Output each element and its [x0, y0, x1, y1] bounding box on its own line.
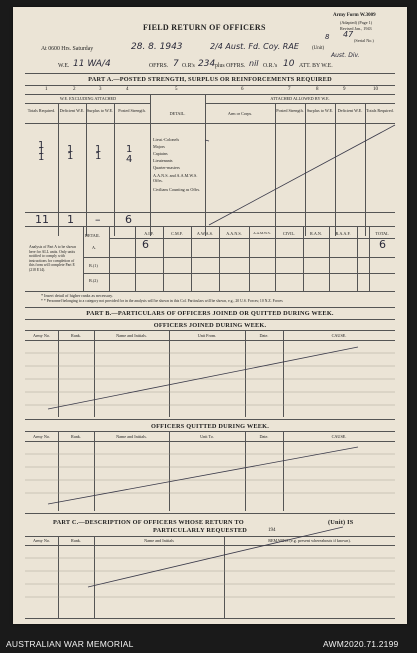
- quitted-col-date: Date.: [259, 434, 269, 439]
- analysis-note: Analysis of Part A to be shown here for ALL units. Only units notified to comply with instructions for completion of this form will complete Part E (218 E14).: [29, 245, 77, 272]
- unit-hw: 2/4 Aust. Fd. Coy. RAE: [210, 42, 299, 51]
- att-label: ATT. BY W.E.: [299, 63, 333, 69]
- header-totals2: Totals Required.: [366, 108, 394, 113]
- analysis-col-aans: A.A.N.S.: [226, 231, 242, 236]
- strike-line-part-a: [209, 125, 395, 225]
- header-detail: DETAIL.: [169, 111, 186, 116]
- part-c-title: PART C.—DESCRIPTION OF OFFICERS WHOSE RETURN TO: [53, 519, 244, 526]
- we-hw: 11 WA/4: [73, 59, 111, 69]
- rank-civilians: Civilians Counting as Offrs.: [153, 187, 201, 192]
- partc-col-remarks: REMARKS (e.g. present whereabouts if known).: [268, 538, 351, 543]
- or-label: O.R's: [182, 63, 195, 69]
- partc-col-rank: Rank.: [71, 538, 81, 543]
- joined-col-rank: Rank.: [71, 333, 81, 338]
- quitted-col-army-no: Army No.: [33, 434, 50, 439]
- hw-analysis-total: 6: [379, 238, 386, 251]
- analysis-col-awas: A.W.A.S.: [196, 231, 214, 236]
- col-num-3: 3: [99, 87, 102, 92]
- strike-line-part-c: [88, 527, 343, 587]
- footnote-2: * * Personnel belonging to a category not provided for in the analysis will be shown in this Col. Particulars will be shown, e.g., 20 U.S. Forces; 10 N.Z. Forces: [41, 299, 283, 303]
- col-num-6: 6: [241, 87, 244, 92]
- army-form-number: Army Form W.3009: [333, 13, 376, 18]
- at-label: At 0600 Hrs. Saturday: [41, 46, 94, 52]
- part-b-title: PART B.—PARTICULARS OF OFFICERS JOINED OR QUITTED DURING WEEK.: [86, 310, 334, 317]
- col-num-1: 1: [45, 87, 48, 92]
- part-c-title-unit: (Unit) IS: [328, 519, 354, 526]
- quitted-col-cause: CAUSE.: [331, 434, 347, 439]
- hw-row-total-posted: 6: [125, 213, 132, 226]
- part-c-year: 194: [268, 528, 276, 533]
- header-surplus2: Surplus to W.E.: [306, 108, 334, 113]
- rank-lt-col: Lieut.-Colonels: [153, 137, 180, 142]
- form-sheet: [13, 7, 407, 624]
- hw-surplus: 1 1: [95, 144, 102, 162]
- analysis-row-b2: B.(2): [89, 278, 98, 283]
- att-hw: 10: [283, 59, 295, 69]
- serial-hw: 47: [343, 30, 354, 39]
- form-title: FIELD RETURN OF OFFICERS: [143, 23, 266, 32]
- joined-col-army-no: Army No.: [33, 333, 50, 338]
- serial-label: (Serial No.): [354, 38, 374, 43]
- rank-captains: Captains: [153, 151, 168, 156]
- rank-lieutenants: Lieutenants: [153, 158, 173, 163]
- col-num-5: 5: [175, 87, 178, 92]
- attached-allowed-header: ATTACHED ALLOWED BY W.E.: [270, 96, 330, 101]
- col-num-8: 8: [316, 87, 319, 92]
- strike-line-joined: [48, 347, 358, 409]
- we-excluding-header: W.E. EXCLUDING ATTACHED: [59, 96, 117, 101]
- unit-prefix-hw: 8: [325, 33, 330, 41]
- analysis-col-total: TOTAL: [375, 231, 389, 236]
- col-num-4: 4: [126, 87, 129, 92]
- analysis-col-ran: R.A.N.: [310, 231, 322, 236]
- partc-col-name: Name and Initials: [144, 538, 174, 543]
- plus-offrs-hw: nil: [249, 59, 259, 68]
- joined-col-date: Date.: [259, 333, 269, 338]
- we-label: W.E.: [58, 63, 70, 69]
- hw-posted: 1 4: [126, 144, 133, 165]
- col-num-2: 2: [73, 87, 76, 92]
- header-deficient: Deficient W.E.: [59, 108, 85, 113]
- part-a-title: PART A.—POSTED STRENGTH, SURPLUS OR REINFORCEMENTS REQUIRED: [88, 76, 332, 83]
- division-hw: Aust. Div.: [331, 52, 360, 59]
- footer-right: AWM2020.71.2199: [323, 639, 399, 649]
- hw-analysis-aif: 6: [142, 238, 149, 251]
- partc-col-army-no: Army No.: [33, 538, 50, 543]
- col-num-9: 9: [343, 87, 346, 92]
- header-deficient2: Deficient W.E.: [337, 108, 363, 113]
- part-c-title2: PARTICULARLY REQUESTED: [153, 527, 248, 534]
- joined-title: OFFICERS JOINED DURING WEEK.: [153, 322, 267, 329]
- hw-row-total-deficient: 1: [67, 213, 74, 226]
- hw-row-total-totals: 11: [35, 213, 49, 226]
- hw-deficient: 1 1: [67, 144, 74, 162]
- analysis-col-civil: CIVIL.: [282, 231, 296, 236]
- joined-col-name: Name and Initials.: [116, 333, 147, 338]
- col-num-7: 7: [288, 87, 291, 92]
- analysis-col-cmf: C.M.F.: [171, 231, 183, 236]
- col-num-10: 10: [373, 87, 378, 92]
- unit-label: (Unit): [312, 46, 325, 51]
- rank-aans: A.A.N.S. and A.A.M.W.S. Offrs.: [153, 173, 198, 184]
- header-posted2: Posted Strength.: [276, 108, 304, 113]
- rule-lines: [13, 7, 407, 624]
- analysis-row-b1: B.(1): [89, 263, 98, 268]
- hw-totals: 1 1 1: [38, 140, 45, 163]
- revised-note: Revised Jan., 1943: [340, 26, 372, 31]
- joined-col-cause: CAUSE.: [331, 333, 347, 338]
- quitted-col-rank: Rank.: [71, 434, 81, 439]
- rank-quartermasters: Quarter-masters: [153, 165, 180, 170]
- analysis-row-a: A.: [92, 245, 97, 250]
- analysis-col-aif: A.I.F.: [144, 231, 154, 236]
- hw-row-total-surplus: –: [95, 213, 101, 226]
- quitted-title: OFFICERS QUITTED DURING WEEK.: [151, 423, 269, 430]
- date-hw: 28. 8. 1943: [131, 42, 183, 52]
- or-hw: 234: [198, 59, 216, 69]
- analysis-col-aamws: A.A.M.W.S.: [253, 231, 271, 235]
- offrs-hw: 7: [173, 59, 179, 69]
- quitted-col-unit-to: Unit To.: [200, 434, 214, 439]
- analysis-col-raaf: R.A.A.F.: [335, 231, 351, 236]
- or2-label: O.R.'s: [263, 63, 278, 69]
- offrs-label: OFFRS.: [149, 63, 169, 69]
- strike-line-quitted: [48, 447, 358, 504]
- header-surplus: Surplus to W.E.: [86, 108, 114, 113]
- quitted-col-name: Name and Initials.: [116, 434, 147, 439]
- header-posted: Posted Strength.: [118, 108, 146, 113]
- adapted-note: (Adapted) (Page 1): [340, 20, 373, 25]
- rank-majors: Majors: [153, 144, 165, 149]
- joined-col-unit-from: Unit From.: [197, 333, 217, 338]
- analysis-detail-label: DETAIL: [85, 233, 100, 238]
- header-totals: Totals Required.: [27, 108, 56, 113]
- plus-offrs-label: plus OFFRS.: [215, 63, 246, 69]
- footnote-1: * Insert detail of higher ranks as necessary.: [41, 293, 114, 298]
- footer-left: AUSTRALIAN WAR MEMORIAL: [6, 639, 134, 649]
- header-arm: Arm or Corps.: [227, 111, 253, 116]
